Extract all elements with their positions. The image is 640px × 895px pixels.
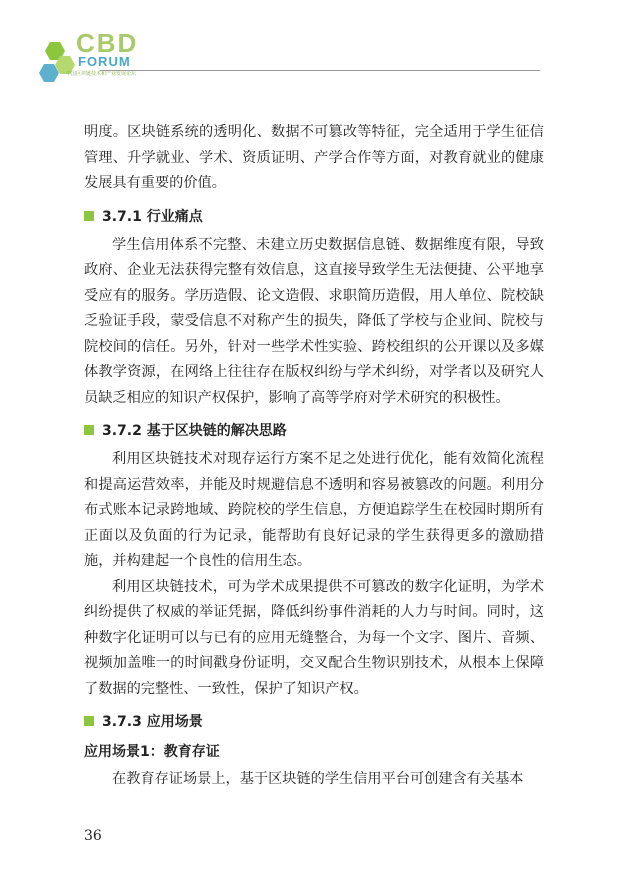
logo-subtitle: 中国区块链技术和产业发展论坛 bbox=[66, 71, 137, 77]
logo-main-text: CBD bbox=[76, 28, 139, 58]
section-heading bbox=[84, 708, 544, 734]
section-title: 3.7.2 基于区块链的解决思路 bbox=[102, 423, 287, 439]
subheading: 应用场景1：教育存证 bbox=[84, 744, 220, 760]
paragraph: 学生信用体系不完整、未建立历史数据信息链、数据维度有限，导致政府、企业无法获得完整有效信息，这直接导致学生无法便捷、公平地享受应有的服务。学历造假、论文造假、求职简历造假，用人单位、院校缺乏验证手段，蒙受信息不对称产生的损失，降低了学校与企业间、院校与院校间的信任。另外，针对一些学术性实验、跨校组织的公开课以及多媒体教学资源，在网络上往往存在版权纠纷与学术纠纷，对学者以及研究人员缺乏相应的知识产权保护，影响了高等学府对学术研究的积极性。 bbox=[84, 236, 544, 406]
section-title: 3.7.3 应用场景 bbox=[102, 714, 203, 730]
section-title: 3.7.1 行业痛点 bbox=[102, 208, 203, 225]
section-bullet-icon bbox=[84, 425, 94, 435]
paragraph: 明度。区块链系统的透明化、数据不可篡改等特征，完全适用于学生征信管理、升学就业、学术、资质证明、产学合作等方面，对教育就业的健康发展具有重要的价值。 bbox=[84, 124, 544, 191]
page-number: 36 bbox=[84, 828, 102, 844]
paragraph: 利用区块链技术对现存运行方案不足之处进行优化，能有效简化流程和提高运营效率，并能及时规避信息不透明和容易被篡改的问题。利用分布式账本记录跨地域、跨院校的学生信息，方便追踪学生在校园时期所有正面以及负面的行为记录，能帮助有良好记录的学生获得更多的激励措施，并构建起一个良性的信用生态。 bbox=[84, 451, 544, 569]
section-heading bbox=[84, 417, 544, 443]
page-body bbox=[84, 120, 544, 793]
section-bullet-icon bbox=[84, 211, 94, 221]
paragraph: 利用区块链技术，可为学术成果提供不可篡改的数字化证明，为学术纠纷提供了权威的举证凭据，降低纠纷事件消耗的人力与时间。同时，这种数字化证明可以与已有的应用无缝整合，为每一个文字、图片、音频、视频加盖唯一的时间戳身份证明，交叉配合生物识别技术，从根本上保障了数据的完整性、一致性，保护了知识产权。 bbox=[84, 578, 544, 697]
paragraph: 在教育存证场景上，基于区块链的学生信用平台可创建含有关基本 bbox=[112, 771, 524, 787]
header-rule bbox=[100, 70, 540, 71]
section-heading bbox=[84, 203, 544, 229]
hexagon-logo-icon bbox=[38, 40, 78, 90]
section-bullet-icon bbox=[84, 716, 94, 726]
logo-forum-text: FORUM bbox=[78, 54, 131, 69]
